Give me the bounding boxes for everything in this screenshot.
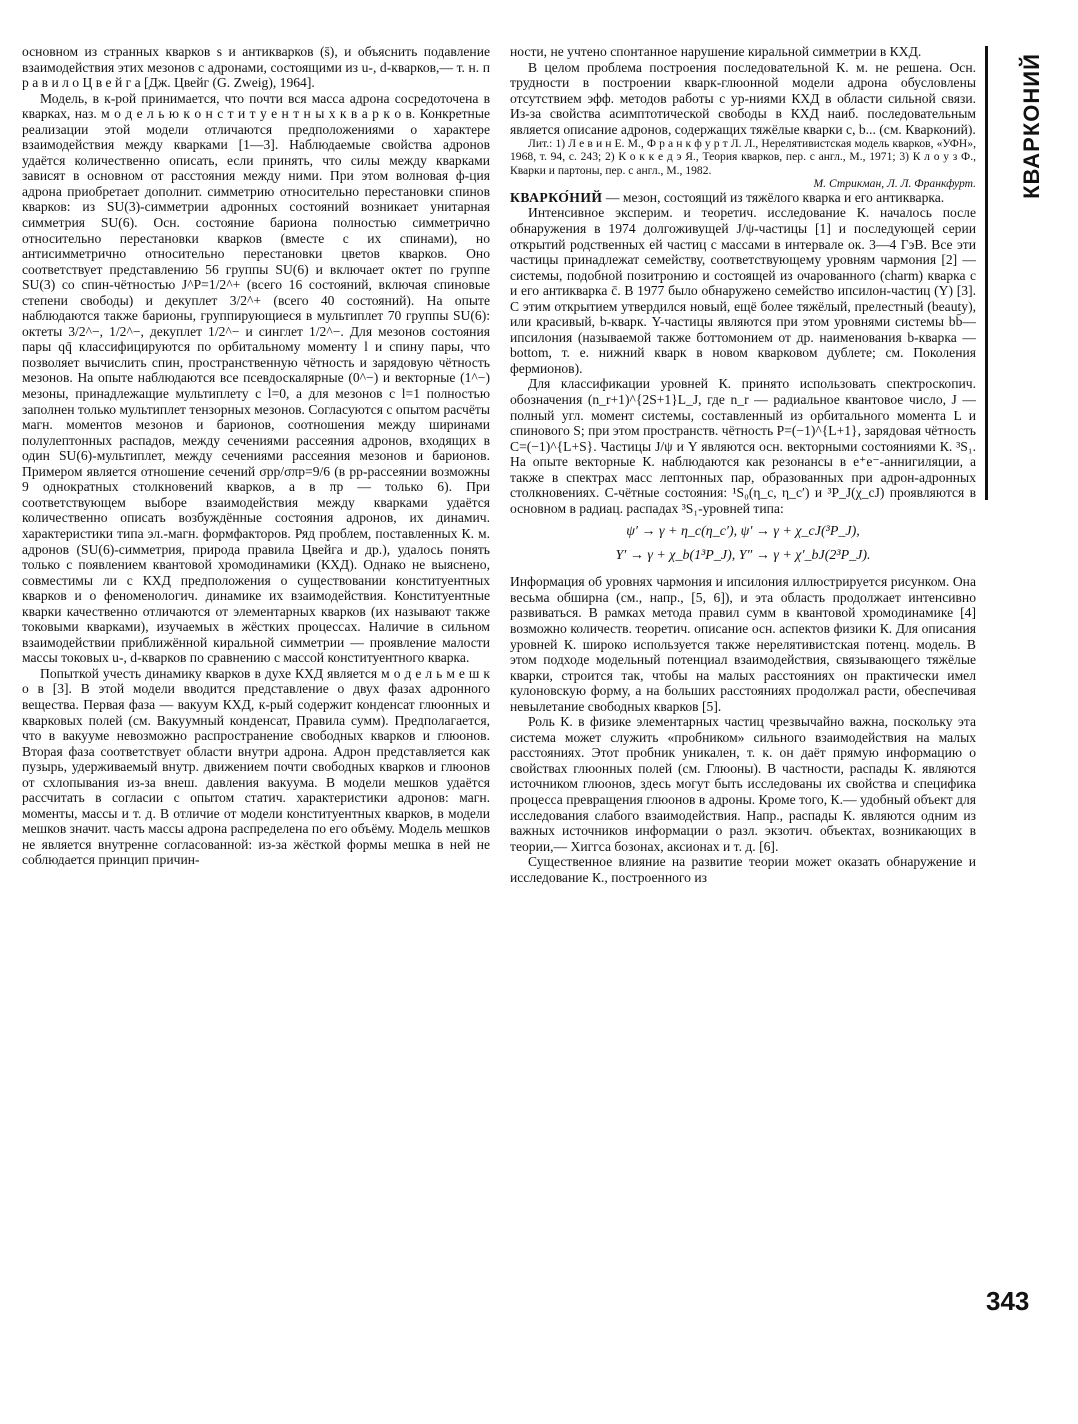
paragraph: В целом проблема построения последовательной К. м. не решена. Осн. трудности в построении кварк-глюонной модели адрона обусловлены отсутствием эфф. методов работы с ур-ниями КХД в области сильной связи. Из-за свойства асимптотической свободы в КХД наиб. последовательным является описание адронов, содержащих тяжёлые кварки c, b... (см. Кварконий). [510,59,976,137]
paragraph: основном из странных кварков s и антикварков (s̄), и объяснить подавление взаимодействия этих мезонов с адронами, состоящими из u-, d-кварков,— т. н. п р а в и л о Ц в е й г а [Дж. Цвейг (G. Zweig), 1964]. [22,44,490,91]
paragraph: Попыткой учесть динамику кварков в духе КХД является м о д е л ь м е ш к о в [3]. В этой модели вводится представление о двух фазах адронного вещества. Первая фаза — вакуум КХД, к-рый содержит конденсат глюонных и кварковых полей (см. Вакуумный конденсат, Правила сумм). Предполагается, что в вакууме невозможно распространение свободных кварков и глюонов. Вторая фаза соответствует области внутри адрона. Адрон представляется как пузырь, удерживаемый внутр. движением почти свободных кварков и глюонов от схлопывания из-за внеш. давления вакуума. В модели мешков удаётся рассчитать в согласии с опытом статич. характеристики адронов: магн. моменты, массы и т. д. В отличие от модели конституентных кварков, в модели мешков значит. часть массы адрона распределена по его объёму. Модель мешков не является внутренне согласованной: из-за жёсткой формы мешка в ней не соблюдается принцип причин- [22,665,490,868]
literature-list: Лит.: 1) Л е в и н Е. М., Ф р а н к ф у р т Л. Л., Нерелятивистская модель кварков, «УФН», 1968, т. 94, с. 243; 2) К о к к е д э Я., Теория кварков, пер. с англ., М., 1971; 3) К л о у з Ф., Кварки и партоны, пер. с англ., М., 1982. [510,137,976,177]
running-head [1002,46,1062,206]
paragraph: Роль К. в физике элементарных частиц чрезвычайно важна, поскольку эта система может служить «пробником» сильного взаимодействия на малых расстояниях. Этот пробник уникален, т. к. он даёт прямую информацию о свойствах глюонных полей (см. Глюоны). В частности, распады К. являются источником глюонов, здесь могут быть исследованы их свойства и специфика процесса превращения глюонов в адроны. Кроме того, К.— удобный объект для исследования слабого взаимодействия. Напр., распады К. являются одним из важных источников информации о разл. экзотич. объектах, возникающих в теории,— Хиггса бозонах, аксионах и т. д. [6]. [510,714,976,854]
formula-block [510,520,976,568]
page-number: 343 [986,1286,1030,1316]
running-head-text: КВАРКОНИЙ [1019,53,1044,199]
author-signature: М. Стрикман, Л. Л. Франкфурт. [813,176,976,190]
right-column [510,44,976,885]
paragraph: Для классификации уровней К. принято использовать спектроскопич. обозначения (n_r+1)^{2S+1}L_J, где n_r — радиальное квантовое число, J — полный угл. момент системы, составленный из орбитального момента L и спинового S; при этом пространств. чётность P=(−1)^{L+1}, зарядовая чётность C=(−1)^{L+S}. Частицы J/ψ и Υ являются осн. векторными состояниями К. ³S₁. На опыте векторные К. наблюдаются как резонансы в e⁺e⁻-аннигиляции, а также в спектрах масс лептонных пар, образованных при адрон-адронных столкновениях. C-чётные состояния: ¹S₀(η_c, η_c′) и ³P_J(χ_cJ) проявляются в основном в радиац. распадах ³S₁-уровней типа: [510,376,976,516]
formula-line: Υ′ → γ + χ_b(1³P_J), Υ″ → γ + χ′_bJ(2³P_J). [615,548,871,564]
paragraph: Существенное влияние на развитие теории может оказать обнаружение и исследование К., построенного из [510,854,976,885]
paragraph: Модель, в к-рой принимается, что почти вся масса адрона сосредоточена в кварках, наз. м о д е л ь ю к о н с т и т у е н т н ы х к в а р к о в. Конкретные реализации этой модели отличаются предположениями о характере взаимодействия между кварками [1—3]. Наблюдаемые свойства адронов удаётся количественно описать, если принять, что силы между кварками зависят в основном от расстояния между ними. При этом волновая ф-ция адрона приобретает дополнит. симметрию относительно перестановки спинов кварков: из SU(3)-симметрии адронных состояний возникает унитарная симметрия SU(6). Осн. состояние бариона полностью симметрично относительно перестановки кварков (вместе с их спинами), но антисимметрично относительно перестановки цветов кварков. Оно соответствует представлению 56 группы SU(6) и включает октет по группе SU(3) со спин-чётностью J^P=1/2^+ (всего 16 состояний, включая спиновые степени свободы) и декуплет 3/2^+ (всего 40 состояний). На опыте наблюдаются также барионы, группирующиеся в мультиплет 70 группы SU(6): октеты 3/2^−, 1/2^−, декуплет 1/2^− и синглет 1/2^−. Для мезонов состояния пары qq̄ классифицируются по орбитальному моменту l и спину пары, что позволяет вычислить спин, пространственную чётность и зарядовую чётность мезонов. На опыте наблюдаются все псевдоскалярные (0^−) и векторные (1^−) мезоны, принадлежащие мультиплету с l=0, а для мезонов с l=1 полностью заполнен только мультиплет тензорных мезонов. Согласуются с опытом расчёты магн. моментов мезонов и барионов, соотношения между ширинами полулептонных распадов, между сечениями рассеяния адронов, входящих в один SU(6)-мультиплет, между сечениями рассеяния мезонов и барионов. Примером является отношение сечений σpp/σπp=9/6 (в pp-рассеянии возможны 9 однократных столкновений кварков, а в πp — только 6). При соответствующем выборе взаимодействия между кварками удаётся количественно описать возбуждённые состояния адронов, их динамич. характеристики типа эл.-магн. формфакторов. Ряд проблем, поставленных К. м. адронов (SU(6)-симметрия, природа правила Цвейга и др.), удалось понять только с появлением квантовой хромодинамики (КХД). Однако не выяснено, совместимы ли с КХД предположения о существовании конституентных кварков и о феноменологич. динамике их взаимодействия. Конституентные кварки качественно отличаются от элементарных кварков (их называют также токовыми кварками), изучаемых в жёстких процессах. Наличие в сильном взаимодействии приближённой киральной симметрии — проявление малости массы токовых u-, d-кварков по сравнению с массой конституентного кварка. [22,90,490,666]
left-column [22,44,490,868]
paragraph: ности, не учтено спонтанное нарушение киральной симметрии в КХД. [510,44,922,59]
entry-headword: КВАРКО́НИЙ [510,189,603,205]
margin-rule [985,46,988,500]
paragraph: Интенсивное эксперим. и теоретич. исследование К. началось после обнаружения в 1974 долгоживущей J/ψ-частицы [1] и последующей серии открытий родственных ей частиц с массами в интервале ок. 3—4 ГэВ. Все эти частицы принадлежат семейству, соответствующему уровням чармония [2] — системы, подобной позитронию и состоящей из очарованного (charm) кварка c и его антикварка c̄. В 1977 было обнаружено семейство ипсилон-частиц (Υ) [3]. С этим открытием утвердился новый, ещё более тяжёлый, прелестный (beauty), или красивый, b-кварк. Υ-частицы являются при этом уровнями системы bb̄—ипсилония (называемой также боттомонием от др. наименования b-кварка — bottom, т. е. нижний кварк в новом кварковом дублете; см. Поколения фермионов). [510,205,976,376]
entry-definition [510,190,976,206]
paragraph: Информация об уровнях чармония и ипсилония иллюстрируется рисунком. Она весьма обширна (см., напр., [5, 6]), и эта область продолжает интенсивно развиваться. В рамках метода правил сумм в квантовой хромодинамике [4] возможно количеств. теоретич. описание осн. аспектов физики К. Для описания уровней К. широко используется также нерелятивистская потенц. модель. В этом подходе модельный потенциал взаимодействия, связывающего тяжёлые кварки, строится так, чтобы на малых расстояниях он практически имел кулоновскую форму, а на больших расстояниях продолжал расти, обеспечивая невылетание свободных кварков [5]. [510,574,976,714]
formula-line: ψ′ → γ + η_c(η_c′), ψ′ → γ + χ_cJ(³P_J), [626,524,860,540]
entry-definition-text: — мезон, состоящий из тяжёлого кварка и его антикварка. [602,189,945,205]
